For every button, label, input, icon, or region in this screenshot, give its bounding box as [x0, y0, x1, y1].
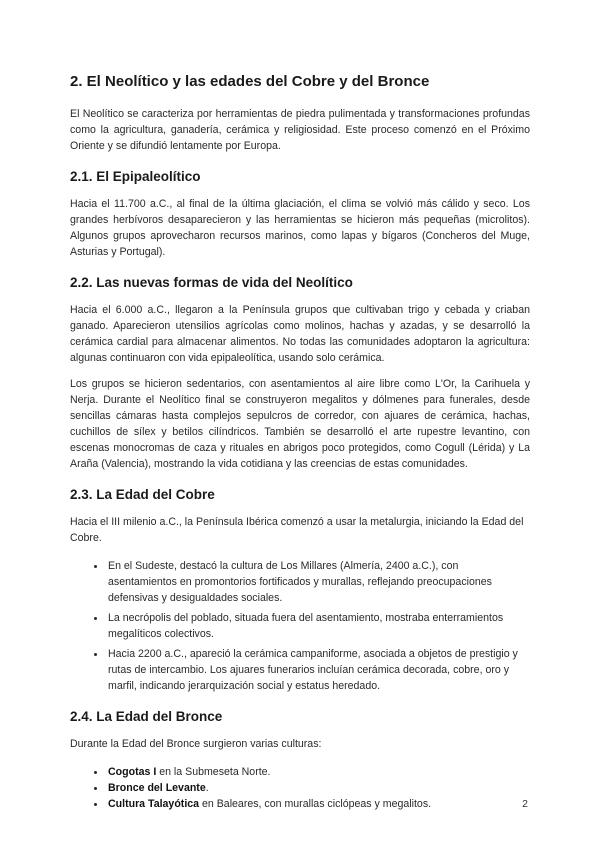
list-item	[106, 764, 530, 780]
cobre-paragraph: Hacia el III milenio a.C., la Península Ibérica comenzó a usar la metalurgia, iniciando la Edad del Cobre.	[70, 516, 524, 544]
bronce-paragraph: Durante la Edad del Bronce surgieron varias culturas:	[70, 738, 322, 750]
list-item: • Hacia 2200 a.C., apareció la cerámica campaniforme, asociada a objetos de prestigio y rutas de intercambio. Los ajuares funerarios incluían cerámica decorada, cobre, oro y marfil, indicando jerarquización social y estatus heredado.	[106, 646, 530, 694]
subsection-heading-neolitico: 2.2. Las nuevas formas de vida del Neolítico	[70, 275, 353, 290]
culture-desc: .	[205, 782, 209, 794]
culture-name: Cogotas I	[108, 766, 157, 778]
list-item	[106, 780, 530, 796]
section-heading: 2. El Neolítico y las edades del Cobre y del Bronce	[70, 73, 430, 90]
culture-desc: en Baleares, con murallas ciclópeas y megalitos.	[199, 798, 432, 810]
neolitico-paragraph-1: Hacia el 6.000 a.C., llegaron a la Península grupos que cultivaban trigo y cebada y criaban ganado. Aparecieron utensilios agrícolas como molinos, hachas y azadas, y se desarrolló la cerámica cardial para almacenar alimentos. No todas las comunidades adoptaron la agricultura: algunas continuaron con vida epipaleolítica, usando solo cerámica.	[70, 304, 530, 364]
culture-name: Bronce del Levante	[108, 782, 206, 794]
intro-paragraph: El Neolítico se caracteriza por herramientas de piedra pulimentada y transformaciones profundas como la agricultura, ganadería, cerámica y religiosidad. Este proceso comenzó en el Próximo Oriente y se difundió lentamente por Europa.	[70, 108, 530, 152]
culture-desc: en la Submeseta Norte.	[156, 766, 271, 778]
subsection-heading-epipaleolitico: 2.1. El Epipaleolítico	[70, 169, 201, 184]
list-item: • La necrópolis del poblado, situada fuera del asentamiento, mostraba enterramientos megalíticos colectivos.	[106, 610, 530, 642]
subsection-heading-cobre: 2.3. La Edad del Cobre	[70, 487, 215, 502]
document-page	[70, 60, 530, 820]
culture-name: Cultura Talayótica	[108, 798, 200, 810]
bronce-bullet-list	[70, 764, 530, 812]
subsection-heading-bronce: 2.4. La Edad del Bronce	[70, 709, 223, 724]
neolitico-paragraph-2: Los grupos se hicieron sedentarios, con asentamientos al aire libre como L'Or, la Carihuela y Nerja. Durante el Neolítico final se construyeron megalitos y dólmenes para funerales, desde sencillas cámaras hasta complejos sepulcros de corredor, con ajuares de cerámica, hachas, cuchillos de sílex y betilos cilíndricos. También se desarrolló el arte rupestre levantino, con escenas monocromas de caza y rituales en abrigos poco protegidos, como Cogull (Lérida) y La Araña (Valencia), mostrando la vida cotidiana y las creencias de estas comunidades.	[70, 378, 530, 470]
epipaleolitico-paragraph: Hacia el 11.700 a.C., al final de la última glaciación, el clima se volvió más cálido y seco. Los grandes herbívoros desaparecieron y las herramientas se hicieron más pequeñas (microlitos). Algunos grupos aprovecharon recursos marinos, como lapas y bígaros (Concheros del Muge, Asturias y Portugal).	[70, 198, 530, 258]
cobre-bullet-list	[70, 558, 530, 694]
list-item: • En el Sudeste, destacó la cultura de Los Millares (Almería, 2400 a.C.), con asentamientos en promontorios fortificados y murallas, reflejando preocupaciones defensivas y desigualdades sociales.	[106, 558, 530, 606]
list-item	[106, 796, 530, 812]
page-number: 2	[522, 798, 528, 810]
